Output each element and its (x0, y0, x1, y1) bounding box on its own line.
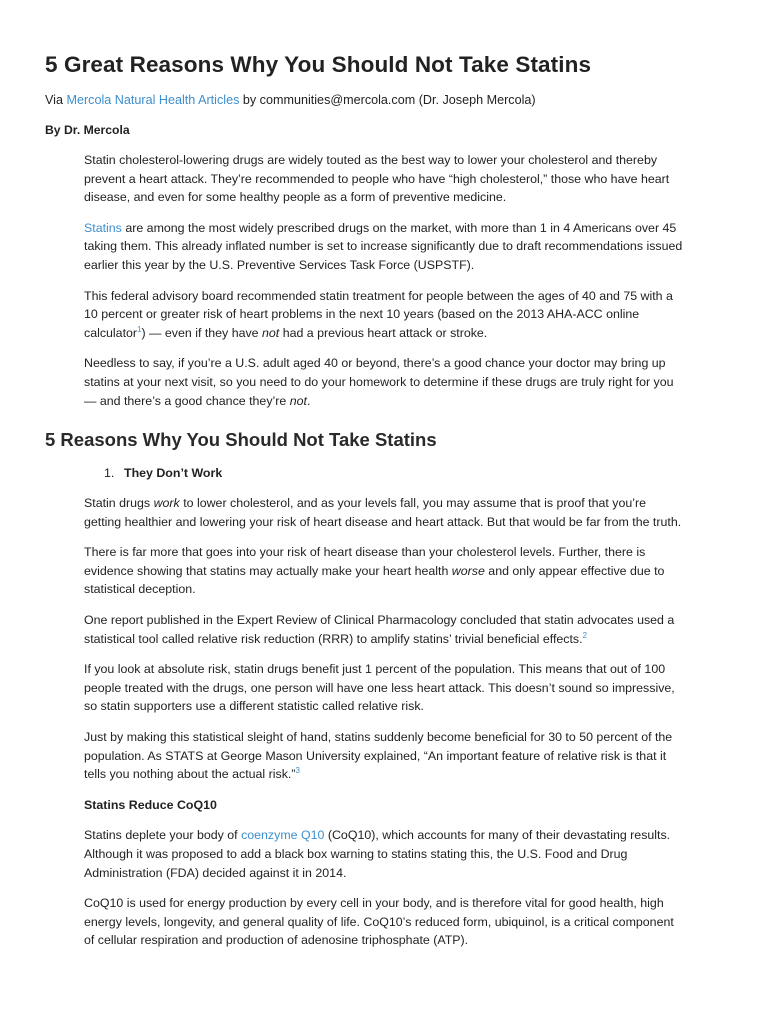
coq10-paragraph-2: CoQ10 is used for energy production by every cell in your body, and is therefore vital for good health, high energy levels, longevity, and general quality of life. CoQ10’s reduced form, ubiquinol, is a critical component of cellular respiration and production of adenosine triphosphate (ATP). (84, 896, 674, 948)
list-item-number: 1. (104, 466, 115, 480)
section-heading: 5 Reasons Why You Should Not Take Statins (45, 429, 437, 450)
reason-1-paragraph-1 (84, 494, 684, 531)
statins-link[interactable]: Statins (84, 220, 122, 235)
reason-1-paragraph-5 (84, 728, 684, 784)
reason-1-p5-text: Just by making this statistical sleight of hand, statins suddenly become beneficial for 30 to 50 percent of the population. As STATS at George Mason University explained, “An important feature of relative risk is that it tells you nothing about the actual risk.” (84, 729, 673, 782)
coq10-p1-a: Statins deplete your body of (84, 828, 242, 843)
emphasis-work: work (153, 496, 180, 510)
article-title: 5 Great Reasons Why You Should Not Take Statins (45, 52, 592, 77)
footnote-1-link[interactable]: 1 (137, 324, 142, 334)
footnote-3-link[interactable]: 3 (295, 766, 300, 776)
subheading: Statins Reduce CoQ10 (84, 797, 217, 812)
reason-1-section (84, 494, 684, 962)
coq10-paragraph-1 (84, 826, 684, 882)
byline-via: Via (45, 93, 63, 107)
byline (45, 93, 536, 107)
intro-paragraph-3 (84, 287, 684, 343)
intro-paragraph-3-text-c: had a previous heart attack or stroke. (279, 325, 488, 340)
intro-section (84, 151, 684, 422)
intro-paragraph-4-text-a: Needless to say, if you’re a U.S. adult aged 40 or beyond, there’s a good chance your doctor may bring up statins at your next visit, so you need to do your homework to determine if these drugs are truly right for you — and there’s a good chance they’re (84, 356, 674, 408)
list-item-1 (104, 466, 222, 480)
reason-1-p2-a: There is far more that goes into your risk of heart disease than your cholesterol levels. Further, there is evidence showing that statins may actually make your heart health (84, 545, 646, 578)
reason-1-p3-text: One report published in the Expert Review of Clinical Pharmacology concluded that statin advocates used a statistical tool called relative risk reduction (RRR) to amplify statins’ trivial beneficial effects. (84, 612, 675, 646)
list-item-label: They Don’t Work (124, 466, 223, 480)
intro-paragraph-2-text: are among the most widely prescribed drugs on the market, with more than 1 in 4 Americans over 45 taking them. This already inflated number is set to increase significantly due to draft recommendations issued earlier this year by the U.S. Preventive Services Task Force (USPSTF). (84, 220, 683, 272)
intro-paragraph-4 (84, 354, 684, 410)
intro-paragraph-1: Statin cholesterol-lowering drugs are widely touted as the best way to lower your cholesterol and thereby prevent a heart attack. They’re recommended to people who have “high cholesterol,” those who have heart disease, and even for some healthy people as a form of preventive medicine. (84, 153, 670, 205)
coenzyme-q10-link[interactable]: coenzyme Q10 (241, 828, 325, 843)
coq10-p1-b: (CoQ10), which accounts for many of their devastating results. Although it was proposed to add a black box warning to statins stating this, the U.S. Food and Drug Administration (FDA) decided against it in 2014. (84, 828, 671, 880)
emphasis-not: not (262, 325, 280, 340)
reason-1-p2-b: and only appear effective due to statistical deception. (84, 563, 665, 597)
footnote-2-link[interactable]: 2 (582, 630, 588, 640)
reason-1-p1-b: to lower cholesterol, and as your levels fall, you may assume that is proof that you’re getting healthier and lowering your risk of heart disease and heart attack. But that would be far from the truth. (84, 496, 682, 529)
reason-1-paragraph-4: If you look at absolute risk, statin drugs benefit just 1 percent of the population. This means that out of 100 people treated with the drugs, one person will have one less heart attack. This doesn’t sound so impressive, so statin supporters use a different statistic called relative risk. (84, 662, 675, 714)
reason-1-paragraph-3 (84, 611, 684, 648)
emphasis-worse: worse (451, 563, 485, 578)
emphasis-not-2: not (289, 393, 307, 408)
intro-paragraph-3-text-b: ) — even if they have (141, 325, 263, 340)
intro-paragraph-2 (84, 219, 684, 275)
intro-paragraph-4-text-b: . (306, 393, 311, 408)
byline-author-email: by communities@mercola.com (Dr. Joseph Mercola) (242, 93, 536, 107)
source-link[interactable]: Mercola Natural Health Articles (66, 93, 240, 107)
intro-paragraph-3-text-a: This federal advisory board recommended statin treatment for people between the ages of 40 and 75 with a 10 percent or greater risk of heart problems in the next 10 years (based on the 2013 AHA-ACC online calculator (84, 288, 673, 340)
reason-1-paragraph-2 (84, 543, 684, 599)
author-line: By Dr. Mercola (45, 123, 130, 137)
reason-1-p1-a: Statin drugs (84, 496, 154, 510)
